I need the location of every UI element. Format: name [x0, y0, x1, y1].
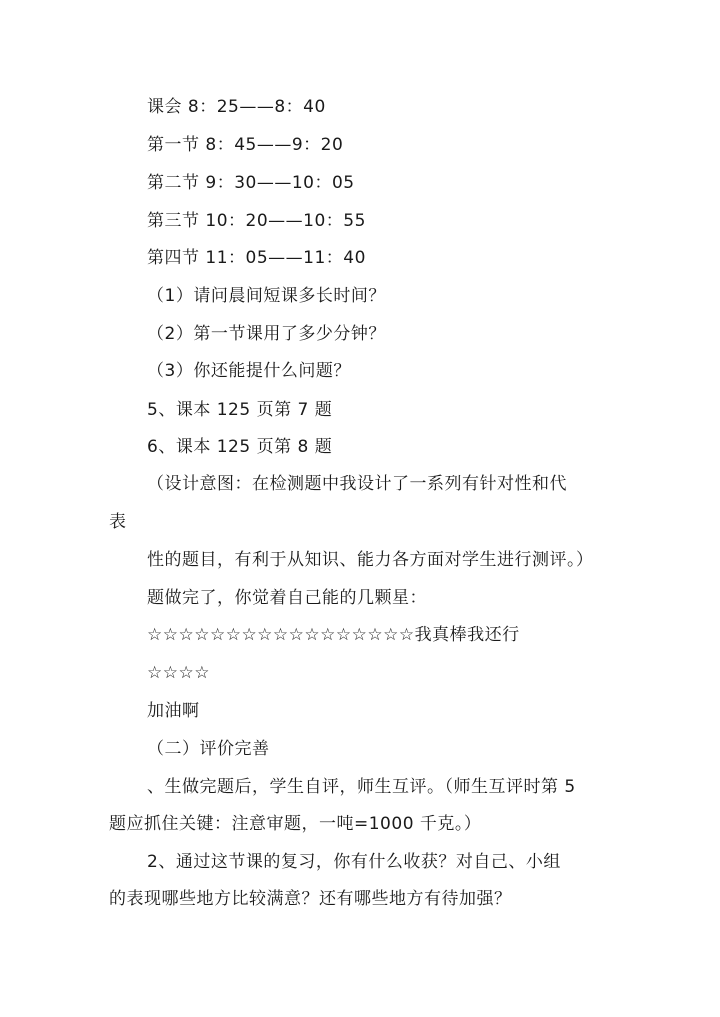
- exercise-item-6: 6、课本 125 页第 8 题: [147, 437, 333, 457]
- question-3: （3）你还能提什么问题？: [147, 361, 351, 381]
- evaluation-item-2-line-2: 的表现哪些地方比较满意？还有哪些地方有待加强？: [109, 889, 512, 909]
- design-intent-line-3: 性的题目，有利于从知识、能力各方面对学生进行测评。）: [147, 550, 594, 570]
- design-intent-line-2: 表: [109, 512, 127, 532]
- section-heading-evaluation: （二）评价完善: [147, 739, 270, 759]
- evaluation-item-1-line-2: 题应抓住关键：注意审题，一吨=1000 千克。）: [109, 814, 482, 834]
- star-rating-row-2: ☆☆☆☆: [147, 663, 210, 683]
- question-1: （1）请问晨间短课多长时间？: [147, 286, 386, 306]
- schedule-line-period-2: 第二节 9：30——10：05: [147, 173, 355, 193]
- question-2: （2）第一节课用了多少分钟？: [147, 324, 386, 344]
- evaluation-item-1-line-1: 、生做完题后，学生自评，师生互评。（师生互评时第 5: [147, 777, 576, 797]
- schedule-line-period-1: 第一节 8：45——9：20: [147, 135, 344, 155]
- design-intent-line-1: （设计意图：在检测题中我设计了一系列有针对性和代: [147, 474, 567, 494]
- star-rating-row-1: ☆☆☆☆☆☆☆☆☆☆☆☆☆☆☆☆☆我真棒我还行: [147, 625, 520, 645]
- schedule-line-morning-meeting: 课会 8：25——8：40: [147, 97, 326, 117]
- evaluation-item-2-line-1: 2、通过这节课的复习，你有什么收获？对自己、小组: [147, 852, 561, 872]
- exercise-item-5: 5、课本 125 页第 7 题: [147, 400, 333, 420]
- schedule-line-period-3: 第三节 10：20——10：55: [147, 211, 366, 231]
- schedule-line-period-4: 第四节 11：05——11：40: [147, 248, 366, 268]
- star-rating-encouragement: 加油啊: [147, 701, 200, 721]
- self-rating-prompt: 题做完了，你觉着自己能的几颗星：: [147, 588, 427, 608]
